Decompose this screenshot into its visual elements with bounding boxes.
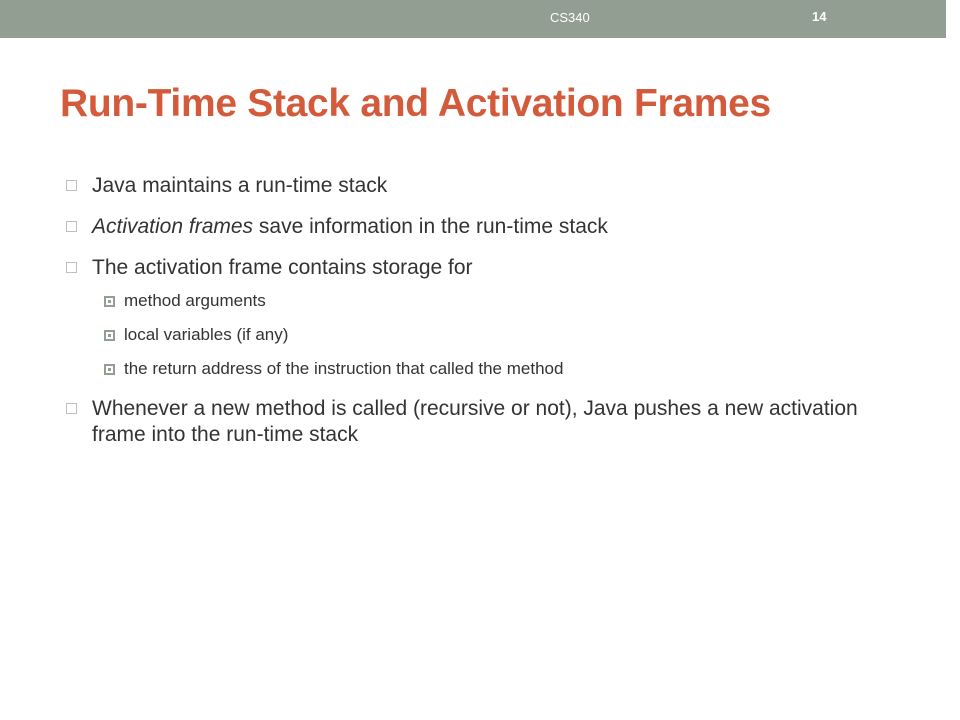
boxed-square-bullet-icon [104,364,115,375]
sub-bullet-text: method arguments [124,291,266,310]
sub-bullet-group [64,291,904,379]
slide-title: Run-Time Stack and Activation Frames [60,82,771,125]
bullet-text: save information in the run-time stack [253,215,608,238]
hollow-square-bullet-icon [66,403,77,414]
sub-bullet-text: local variables (if any) [124,325,289,344]
sub-bullet-item [104,359,904,379]
bullet-text: The activation frame contains storage for [92,256,473,279]
hollow-square-bullet-icon [66,262,77,273]
slide-number: 14 [812,9,827,24]
sub-bullet-list [64,291,904,379]
course-label: CS340 [550,10,590,25]
bullet-item [64,255,904,281]
boxed-square-bullet-icon [104,330,115,341]
bullet-text: Java maintains a run-time stack [92,174,388,197]
bullet-item [64,214,904,240]
sub-bullet-item [104,291,904,311]
sub-bullet-item [104,325,904,345]
hollow-square-bullet-icon [66,221,77,232]
sub-bullet-text: the return address of the instruction that called the method [124,359,564,378]
boxed-square-bullet-icon [104,296,115,307]
header-bar [0,0,946,38]
bullet-item [64,173,904,199]
bullet-item [64,396,904,448]
bullet-emphasis: Activation frames [92,215,254,238]
bullet-list [64,173,904,463]
bullet-text: Whenever a new method is called (recursive or not), Java pushes a new activation frame into the run-time stack [92,397,858,446]
hollow-square-bullet-icon [66,180,77,191]
